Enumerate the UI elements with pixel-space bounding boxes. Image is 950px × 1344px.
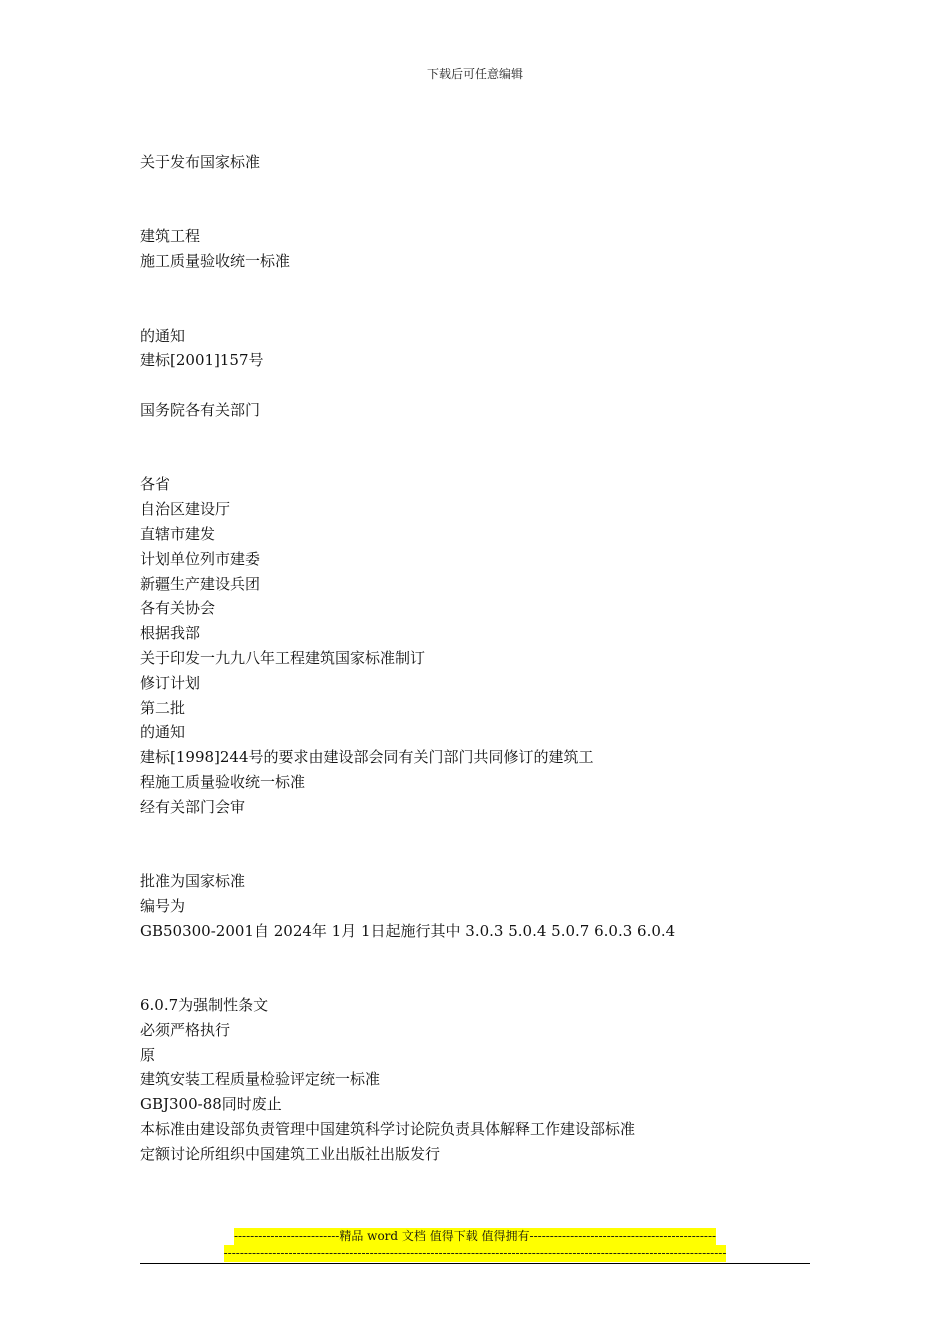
text-line: 必须严格执行 [140,1020,231,1039]
text-line: 定额讨论所组织中国建筑工业出版社出版发行 [140,1144,441,1163]
text-line [140,944,820,969]
text-line [140,299,820,324]
text-line: 的通知 [140,723,186,742]
text-line: 计划单位列市建委 [140,549,261,568]
text-line: 关于印发一九九八年工程建筑国家标准制订 [140,648,426,667]
doc-title-line: 关于发布国家标准 [140,153,261,171]
text-line: 直辖市建发 [140,524,216,543]
text-line: 建筑工程 [140,227,201,246]
text-line: 自治区建设厅 [140,500,231,519]
text-line: 各省 [140,475,171,494]
page-header: 下载后可任意编辑 [426,67,523,81]
text-line: GBJ300-88同时废止 [140,1095,282,1114]
text-line: 本标准由建设部负责管理中国建筑科学讨论院负责具体解释工作建设部标准 [140,1120,636,1139]
document-body [140,150,820,1167]
text-line: GB50300-2001自 2024年 1月 1日起施行其中 3.0.3 5.0.4 5.0.7 6.0.3 6.0.4 [140,921,676,940]
text-line: 6.0.7为强制性条文 [140,996,269,1015]
text-line: 编号为 [140,896,186,915]
text-line: 施工质量验收统一标准 [140,252,291,271]
text-line: 程施工质量验收统一标准 [140,772,306,791]
text-line [140,175,820,200]
footer-banner: --------------------------精品 word 文档 值得下载 值得拥有---------------------------------------------- [233,1229,717,1243]
text-line [140,448,820,473]
text-line: 国务院各有关部门 [140,400,261,419]
text-line [140,274,820,299]
text-line: 各有关协会 [140,599,216,618]
footer-rule [140,1263,810,1264]
text-line [140,968,820,993]
text-line: 经有关部门会审 [140,797,246,816]
text-line [140,423,820,448]
text-line: 批准为国家标准 [140,872,246,891]
text-line: 第二批 [140,698,186,717]
text-line: 建标[1998]244号的要求由建设部会同有关门部门共同修订的建筑工 [140,748,594,767]
footer-dashes: ---------------------------------------------------------------------------------------------------------------------------- [223,1246,727,1260]
text-line [140,373,820,398]
text-line: 的通知 [140,326,186,345]
text-line [140,820,820,845]
text-line: 修订计划 [140,673,201,692]
document-number: 建标[2001]157号 [140,351,264,370]
text-line: 建筑安装工程质量检验评定统一标准 [140,1070,381,1089]
text-line: 根据我部 [140,624,201,643]
page-footer [140,1228,810,1264]
text-line [140,200,820,225]
text-line: 新疆生产建设兵团 [140,574,261,593]
text-line [140,844,820,869]
text-line: 原 [140,1045,156,1064]
